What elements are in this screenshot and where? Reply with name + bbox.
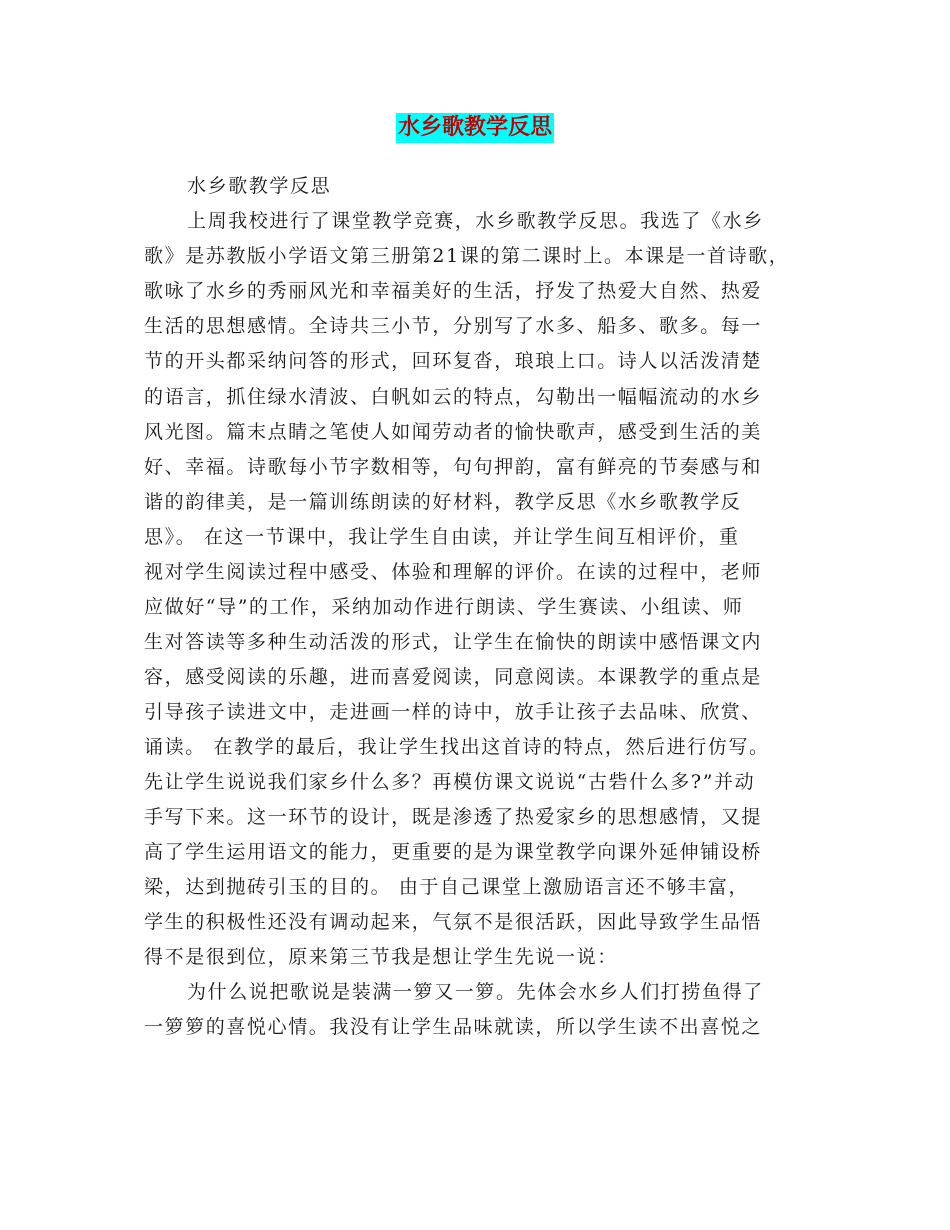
paragraph-line: 好、幸福。诗歌每小节字数相等，句句押韵，富有鲜亮的节奏感与和 bbox=[144, 456, 763, 478]
paragraph-line: 生对答读等多种生动活泼的形式，让学生在愉快的朗读中感悟课文内 bbox=[144, 631, 763, 653]
paragraph-line: 诵读。 在教学的最后，我让学生找出这首诗的特点，然后进行仿写。 bbox=[144, 736, 770, 758]
paragraph-line: 生活的思想感情。全诗共三小节，分别写了水多、船多、歌多。每一 bbox=[144, 315, 763, 337]
paragraph-line: 学生的积极性还没有调动起来，气氛不是很活跃，因此导致学生品悟 bbox=[144, 911, 763, 933]
paragraph-line: 得不是很到位，原来第三节我是想让学生先说一说： bbox=[144, 946, 618, 968]
paragraph-line: 节的开头都采纳问答的形式，回环复沓，琅琅上口。诗人以活泼清楚 bbox=[144, 350, 763, 372]
paragraph-line: 视对学生阅读过程中感受、体验和理解的评价。在读的过程中，老师 bbox=[144, 561, 763, 583]
paragraph-line: 容，感受阅读的乐趣，进而喜爱阅读，同意阅读。本课教学的重点是 bbox=[144, 666, 763, 688]
paragraph-line: 先让学生说说我们家乡什么多？再模仿课文说说“古砦什么多?”并动 bbox=[144, 771, 756, 793]
paragraph-line: 歌》是苏教版小学语文第三册第21课的第二课时上。本课是一首诗歌， bbox=[144, 245, 790, 267]
paragraph-line: 思》。 在这一节课中，我让学生自由读，并让学生间互相评价，重 bbox=[144, 526, 740, 548]
paragraph-line: 引导孩子读进文中，走进画一样的诗中，放手让孩子去品味、欣赏、 bbox=[144, 701, 763, 723]
document-title: 水乡歌教学反思 bbox=[396, 113, 554, 143]
paragraph-line: 梁，达到抛砖引玉的目的。 由于自己课堂上激励语言还不够丰富， bbox=[144, 876, 750, 898]
paragraph-line: 高了学生运用语文的能力，更重要的是为课堂教学向课外延伸铺设桥 bbox=[144, 841, 763, 863]
paragraph-line: 谐的韵律美，是一篇训练朗读的好材料，教学反思《水乡歌教学反 bbox=[144, 491, 742, 513]
paragraph-line: 应做好“导”的工作，采纳加动作进行朗读、学生赛读、小组读、师 bbox=[144, 596, 744, 618]
title-row bbox=[0, 113, 950, 143]
paragraph-line: 风光图。篇末点睛之笔使人如闻劳动者的愉快歌声，感受到生活的美 bbox=[144, 421, 763, 443]
paragraph-line: 的语言，抓住绿水清波、白帆如云的特点，勾勒出一幅幅流动的水乡 bbox=[144, 386, 763, 408]
paragraph-line: 手写下来。这一环节的设计，既是渗透了热爱家乡的思想感情，又提 bbox=[144, 806, 763, 828]
subtitle-line: 水乡歌教学反思 bbox=[187, 175, 332, 197]
paragraph-line: 歌咏了水乡的秀丽风光和幸福美好的生活，抒发了热爱大自然、热爱 bbox=[144, 280, 763, 302]
paragraph-line: 一箩箩的喜悦心情。我没有让学生品味就读，所以学生读不出喜悦之 bbox=[144, 1016, 763, 1038]
paragraph-line: 为什么说把歌说是装满一箩又一箩。先体会水乡人们打捞鱼得了 bbox=[187, 981, 764, 1003]
paragraph-line: 上周我校进行了课堂教学竞赛，水乡歌教学反思。我选了《水乡 bbox=[187, 210, 764, 232]
